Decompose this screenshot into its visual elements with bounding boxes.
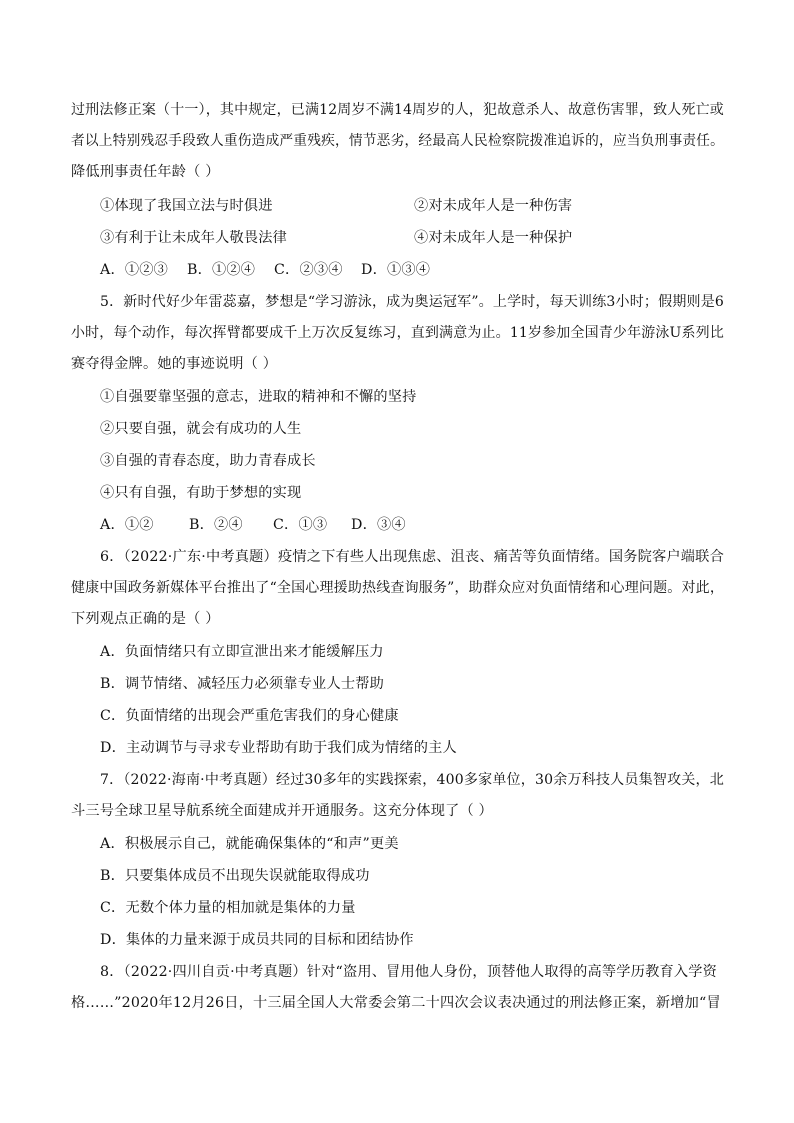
q6-option-b: B．调节情绪、减轻压力必须靠专业人士帮助 [100,676,384,692]
q5-answer-d: D．③④ [351,517,406,533]
q8-stem-line2: 格……”2020年12月26日，十三届全国人大常委会第二十四次会议表决通过的刑法修正案，新增加“冒 [71,995,721,1011]
q5-stem-line2: 小时，每个动作，每次挥臂都要成千上万次反复练习，直到满意为止。11岁参加全国青少年游泳U系列比 [71,325,724,341]
q7-option-b: B．只要集体成员不出现失误就能取得成功 [100,868,370,884]
q4-option-2: ②对未成年人是一种伤害 [414,198,573,214]
q5-option-3: ③自强的青春态度，助力青春成长 [100,453,316,469]
q6-option-d: D．主动调节与寻求专业帮助有助于我们成为情绪的主人 [100,740,457,756]
q4-option-1: ①体现了我国立法与时俱进 [100,198,273,214]
q4-stem-line1: 过刑法修正案（十一），其中规定，已满12周岁不满14周岁的人，犯故意杀人、故意伤害罪，致人死亡或 [71,102,724,118]
q7-stem-line1: 7．（2022·海南·中考真题）经过30多年的实践探索，400多家单位，30余万科技人员集智攻关，北 [100,772,724,788]
q7-option-a: A．积极展示自己，就能确保集体的“和声”更美 [100,836,399,852]
q4-option-4: ④对未成年人是一种保护 [414,230,573,246]
q5-stem-line3: 赛夺得金牌。她的事迹说明（ ） [71,356,278,372]
q5-stem-line1: 5．新时代好少年雷蕊嘉，梦想是“学习游泳，成为奥运冠军”。上学时，每天训练3小时；假期则是6 [100,294,725,310]
q5-option-4: ④只有自强，有助于梦想的实现 [100,485,302,501]
q5-answer-b: B．②④ [189,517,243,533]
q6-stem-line1: 6．（2022·广东·中考真题）疫情之下有些人出现焦虑、沮丧、痛苦等负面情绪。国务院客户端联合 [100,549,724,565]
q5-answer-choices [100,515,794,535]
q8-stem-line1: 8．（2022·四川自贡·中考真题）针对“盗用、冒用他人身份，顶替他人取得的高等学历教育入学资 [100,964,718,980]
q5-option-2: ②只要自强，就会有成功的人生 [100,421,302,437]
q7-option-d: D．集体的力量来源于成员共同的目标和团结协作 [100,932,414,948]
q6-stem-line3: 下列观点正确的是（ ） [71,611,220,627]
q4-answer-a: A．①②③ [100,262,168,278]
q5-answer-c: C．①③ [273,517,328,533]
q4-stem-line3: 降低刑事责任年龄（ ） [71,164,220,180]
q5-option-1: ①自强要靠坚强的意志，进取的精神和不懈的坚持 [100,389,417,405]
q4-option-3: ③有利于让未成年人敬畏法律 [100,230,288,246]
q6-option-a: A．负面情绪只有立即宣泄出来才能缓解压力 [100,644,384,660]
q5-answer-a: A．①② [100,517,154,533]
q6-stem-line2: 健康中国政务新媒体平台推出了“全国心理援助热线查询服务”，助群众应对负面情绪和心理问题。对此， [71,580,725,596]
q4-stem-line2: 者以上特别残忍手段致人重伤造成严重残疾，情节恶劣，经最高人民检察院拨准追诉的，应当负刑事责任。 [71,133,725,149]
q7-stem-line2: 斗三号全球卫星导航系统全面建成并开通服务。这充分体现了（ ） [71,803,493,819]
q4-answer-c: C．②③④ [274,262,343,278]
q7-option-c: C．无数个体力量的相加就是集体的力量 [100,900,356,916]
q4-answer-b: B．①②④ [187,262,256,278]
q4-answer-choices [100,260,794,280]
q6-option-c: C．负面情绪的出现会严重危害我们的身心健康 [100,708,399,724]
q4-answer-d: D．①③④ [361,262,431,278]
